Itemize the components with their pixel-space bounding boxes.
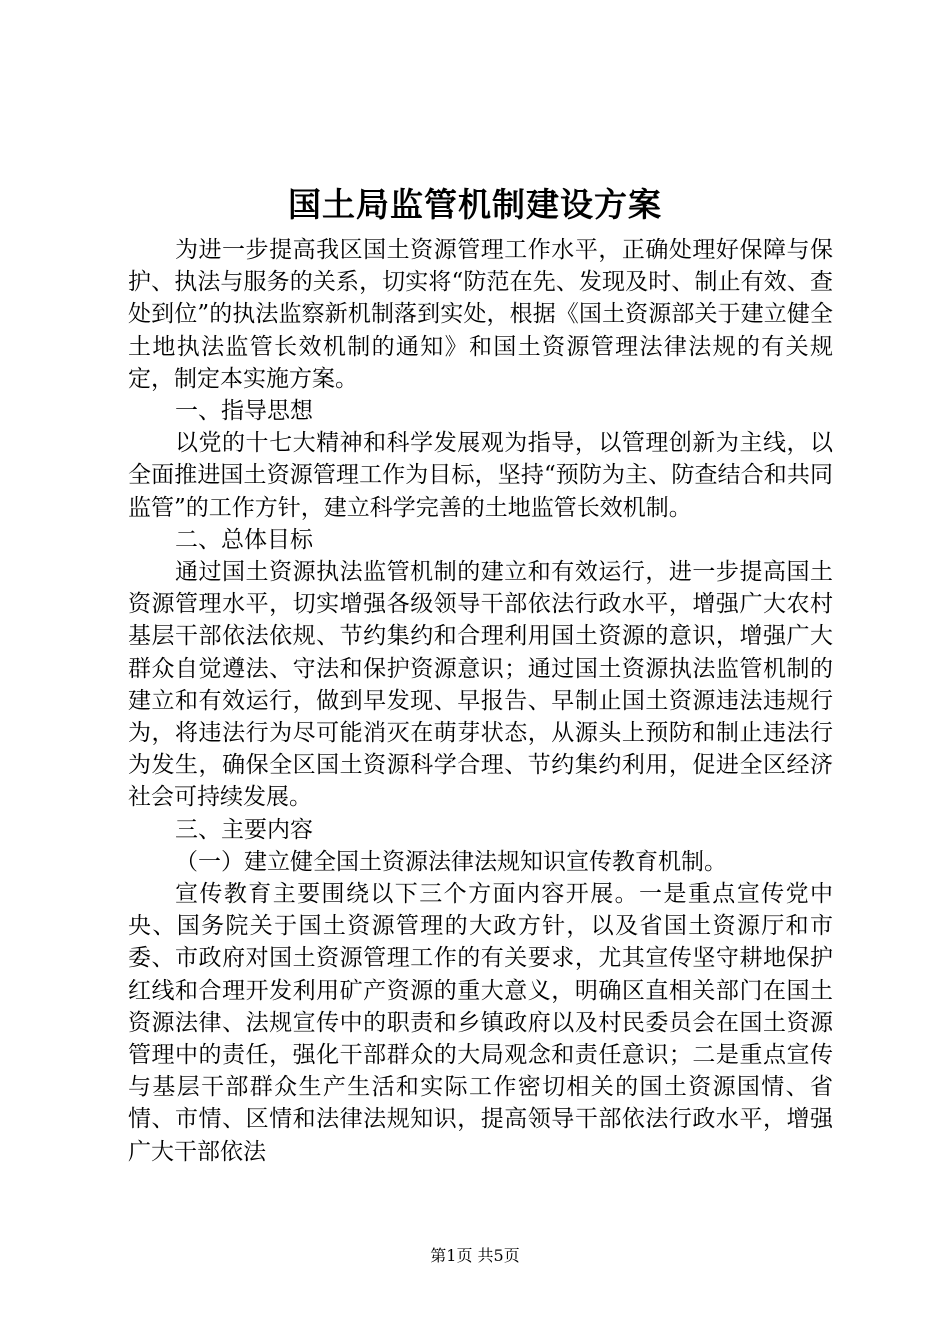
- subsection-heading-education-mechanism: （一）建立健全国土资源法律法规知识宣传教育机制。: [175, 848, 727, 875]
- section-heading-main-content: 三、主要内容: [175, 816, 313, 843]
- subsection-paragraph-education-mechanism: 宣传教育主要围绕以下三个方面内容开展。一是重点宣传党中央、国务院关于国土资源管理的大政方针，以及省国土资源厅和市委、市政府对国土资源管理工作的有关要求，尤其宣传坚守耕地保护红线和合理开发利用矿产资源的重大意义，明确区直相关部门在国土资源法律、法规宣传中的职责和乡镇政府以及村民委员会在国土资源管理中的责任，强化干部群众的大局观念和责任意识；二是重点宣传与基层干部群众生产生活和实际工作密切相关的国土资源国情、省情、市情、区情和法律法规知识，提高领导干部依法行政水平，增强广大干部依法: [128, 881, 833, 1165]
- page-footer: 第1页 共5页: [430, 1246, 520, 1265]
- section-heading-guiding-ideology: 一、指导思想: [175, 398, 313, 425]
- intro-paragraph: 为进一步提高我区国土资源管理工作水平，正确处理好保障与保护、执法与服务的关系，切实将“防范在先、发现及时、制止有效、查处到位”的执法监察新机制落到实处，根据《国土资源部关于建立健全土地执法监管长效机制的通知》和国土资源管理法律法规的有关规定，制定本实施方案。: [128, 237, 833, 392]
- document-body: [128, 234, 833, 1168]
- section-paragraph-overall-goal: 通过国土资源执法监管机制的建立和有效运行，进一步提高国土资源管理水平，切实增强各级领导干部依法行政水平，增强广大农村基层干部依法依规、节约集约和合理利用国土资源的意识，增强广大群众自觉遵法、守法和保护资源意识；通过国土资源执法监管机制的建立和有效运行，做到早发现、早报告、早制止国土资源违法违规行为，将违法行为尽可能消灭在萌芽状态，从源头上预防和制止违法行为发生，确保全区国土资源科学合理、节约集约利用，促进全区经济社会可持续发展。: [128, 559, 833, 811]
- section-paragraph-guiding-ideology: 以党的十七大精神和科学发展观为指导，以管理创新为主线，以全面推进国土资源管理工作为目标，坚持“预防为主、防查结合和共同监管”的工作方针，建立科学完善的土地监管长效机制。: [128, 430, 833, 521]
- document-title: 国土局监管机制建设方案: [288, 185, 662, 224]
- section-heading-overall-goal: 二、总体目标: [175, 526, 313, 553]
